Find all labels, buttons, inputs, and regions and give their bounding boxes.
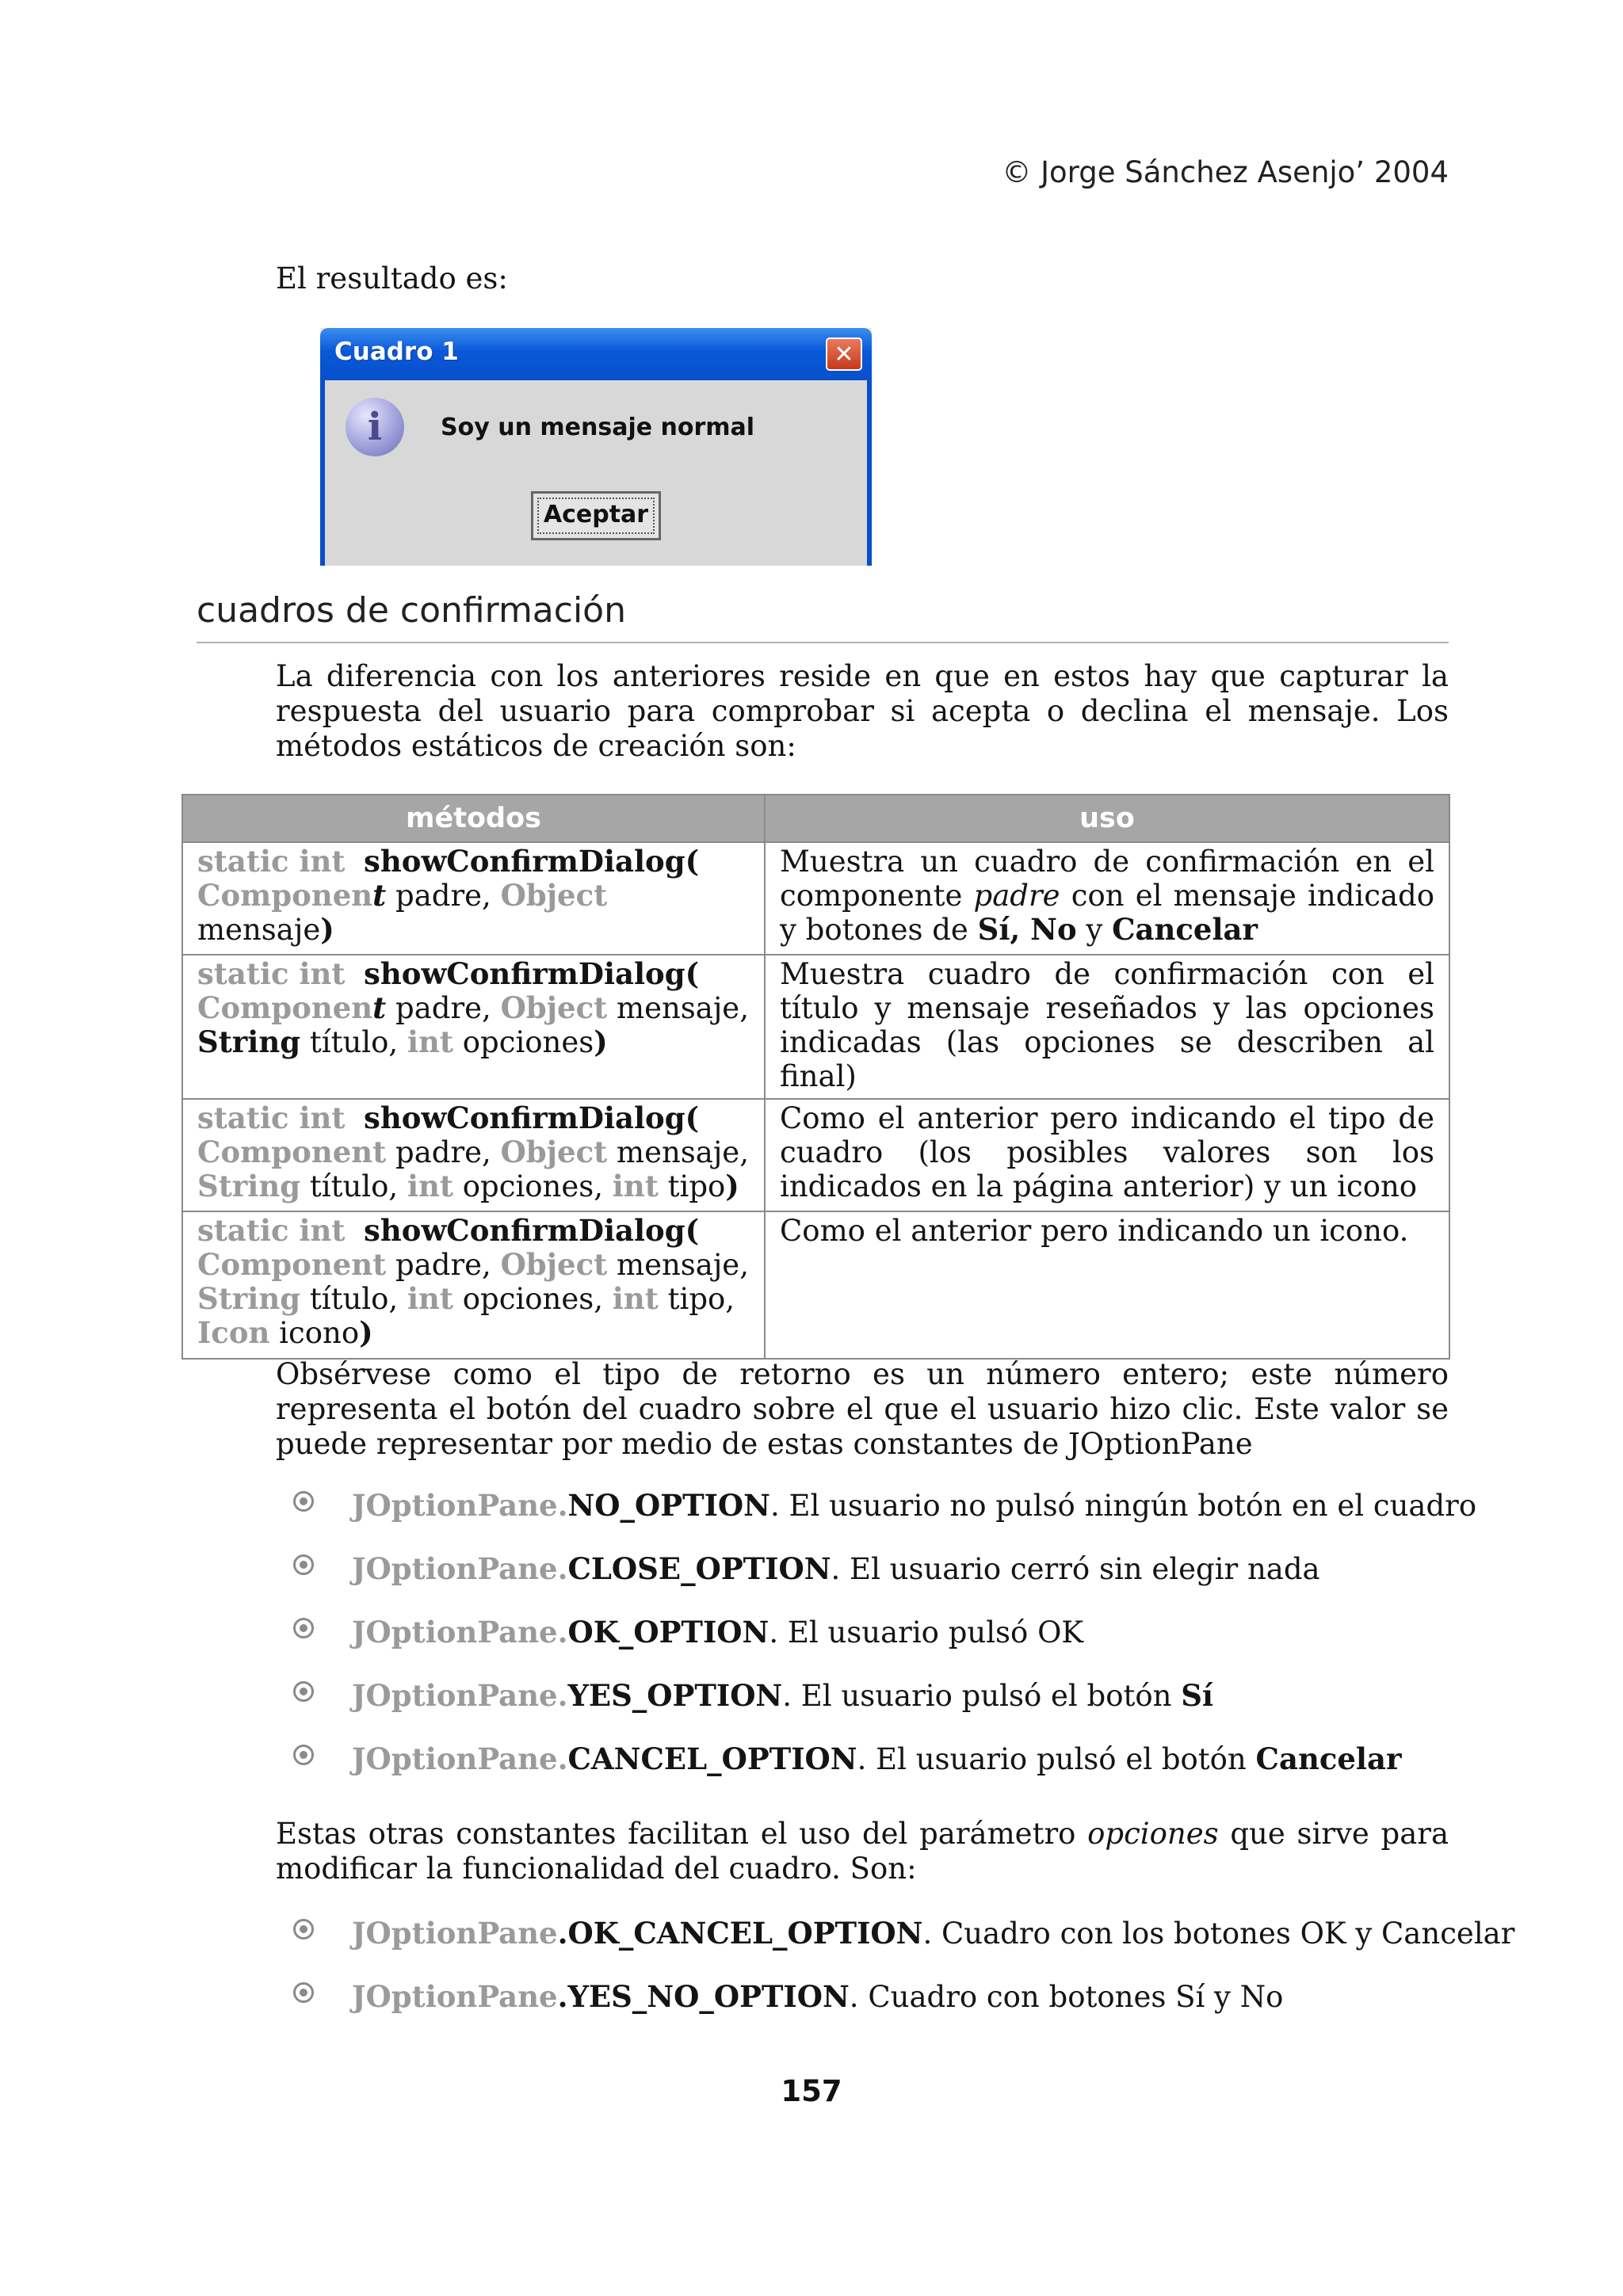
param-name: mensaje, bbox=[607, 1135, 749, 1169]
close-paren: ) bbox=[320, 912, 334, 947]
param-type: Object bbox=[500, 1247, 608, 1282]
option-constants-list bbox=[293, 1916, 1515, 2042]
param-type: Componen bbox=[197, 878, 373, 913]
bullet-icon bbox=[293, 1491, 314, 1512]
paragraph-3-text: Estas otras constantes facilitan el uso del parámetro bbox=[276, 1817, 1088, 1851]
param-type: Object bbox=[500, 1135, 608, 1169]
constant-prefix: JOptionPane bbox=[352, 1979, 558, 2014]
paragraph-3-italic: opciones bbox=[1087, 1817, 1219, 1851]
param-type: int bbox=[407, 1024, 453, 1059]
uso-bold: Sí, No bbox=[977, 912, 1077, 947]
list-item-text bbox=[352, 1979, 1283, 2015]
list-item-text bbox=[352, 1916, 1514, 1951]
constant-name: .YES_NO_OPTION bbox=[557, 1979, 850, 2014]
method-modifier: static int bbox=[197, 1100, 346, 1135]
bullet-icon bbox=[293, 1982, 314, 2003]
param-type: int bbox=[612, 1281, 659, 1316]
method-cell bbox=[182, 955, 765, 1099]
constant-desc: . El usuario no pulsó ningún botón en el cuadro bbox=[769, 1489, 1477, 1523]
list-item bbox=[293, 1979, 1482, 2042]
table-row bbox=[182, 842, 1449, 955]
uso-cell: Como el anterior pero indicando el tipo de cuadro (los posibles valores son los indicados en la página anterior) y un icono bbox=[765, 1099, 1449, 1211]
param-type: Icon bbox=[197, 1315, 270, 1350]
uso-cell: Como el anterior pero indicando un icono. bbox=[765, 1211, 1449, 1359]
close-icon[interactable]: ✕ bbox=[826, 338, 862, 371]
uso-text: Muestra un cuadro de confirmación en el componente bbox=[780, 845, 1434, 913]
constant-name: .OK_CANCEL_OPTION bbox=[557, 1916, 923, 1951]
dialog-title: Cuadro 1 bbox=[334, 338, 459, 366]
method-name: showConfirmDialog( bbox=[364, 1213, 700, 1248]
param-name: mensaje, bbox=[607, 991, 749, 1025]
method-cell bbox=[182, 1099, 765, 1211]
method-modifier: static int bbox=[197, 1213, 346, 1248]
param-name: opciones, bbox=[453, 1282, 613, 1316]
param-name: opciones, bbox=[453, 1169, 613, 1203]
param-name: icono bbox=[269, 1316, 360, 1350]
bullet-icon bbox=[293, 1745, 314, 1765]
param-name: título, bbox=[300, 1169, 407, 1203]
constant-desc: . Cuadro con los botones OK y Cancelar bbox=[922, 1917, 1515, 1951]
list-item-text bbox=[352, 1678, 1213, 1714]
uso-text: y bbox=[1076, 913, 1113, 947]
header-copyright: © Jorge Sánchez Asenjo’ 2004 bbox=[1002, 155, 1449, 189]
page-number: 157 bbox=[781, 2074, 842, 2108]
dialog-message: Soy un mensaje normal bbox=[441, 414, 755, 441]
constant-bold: Sí bbox=[1181, 1678, 1213, 1713]
param-type: Component bbox=[197, 1247, 387, 1282]
param-type: int bbox=[407, 1281, 453, 1316]
methods-table bbox=[181, 794, 1450, 1360]
table-row bbox=[182, 955, 1449, 1099]
param-name: título, bbox=[300, 1282, 407, 1316]
constant-desc: . El usuario cerró sin elegir nada bbox=[831, 1552, 1320, 1586]
param-name: padre, bbox=[386, 1135, 501, 1169]
bullet-icon bbox=[293, 1919, 314, 1939]
list-item-text bbox=[352, 1615, 1083, 1650]
uso-cell bbox=[765, 842, 1449, 955]
close-paren: ) bbox=[725, 1169, 739, 1203]
method-cell bbox=[182, 842, 765, 955]
header-metodos: métodos bbox=[182, 795, 765, 842]
param-type: Object bbox=[500, 878, 608, 913]
uso-bold: Cancelar bbox=[1112, 912, 1258, 947]
list-item bbox=[293, 1916, 1515, 1979]
param-name: mensaje bbox=[197, 913, 321, 947]
constant-name: NO_OPTION bbox=[567, 1488, 770, 1523]
list-item bbox=[293, 1615, 1482, 1678]
paragraph-3 bbox=[276, 1817, 1449, 1886]
constant-name: CLOSE_OPTION bbox=[567, 1551, 831, 1586]
section-title: cuadros de confirmación bbox=[197, 590, 626, 631]
constant-prefix: JOptionPane. bbox=[352, 1678, 568, 1713]
method-name: showConfirmDialog( bbox=[364, 1100, 700, 1135]
list-item-text bbox=[352, 1741, 1401, 1777]
close-paren: ) bbox=[359, 1315, 373, 1350]
constant-desc: . Cuadro con botones Sí y No bbox=[849, 1980, 1284, 2014]
list-item-text bbox=[352, 1551, 1320, 1587]
uso-text: con el mensaje indicado y botones de bbox=[780, 879, 1434, 947]
list-item bbox=[293, 1488, 1482, 1551]
paragraph-2: Obsérvese como el tipo de retorno es un número entero; este número representa el botón del cuadro sobre el que el usuario hizo clic. Este valor se puede representar por medio de estas constantes de JOptionPane bbox=[276, 1357, 1449, 1461]
param-name: opciones bbox=[453, 1025, 594, 1059]
constant-bold: Cancelar bbox=[1255, 1741, 1402, 1776]
constant-name: CANCEL_OPTION bbox=[567, 1741, 857, 1776]
param-name: tipo, bbox=[658, 1282, 735, 1316]
param-type: String bbox=[197, 1169, 301, 1203]
header-uso: uso bbox=[765, 795, 1449, 842]
param-type: Componen bbox=[197, 990, 373, 1025]
table-row bbox=[182, 1099, 1449, 1211]
param-name: padre, bbox=[386, 1248, 501, 1282]
list-item bbox=[293, 1551, 1482, 1615]
param-type-tail: t bbox=[372, 990, 387, 1025]
dialog-screenshot bbox=[320, 328, 872, 566]
uso-italic: padre bbox=[973, 879, 1060, 913]
dialog-titlebar bbox=[320, 328, 872, 380]
param-name: padre, bbox=[386, 879, 501, 913]
param-name: título, bbox=[300, 1025, 407, 1059]
param-type: int bbox=[407, 1169, 453, 1203]
dialog-body bbox=[320, 380, 872, 566]
list-item-text bbox=[352, 1488, 1476, 1524]
constant-prefix: JOptionPane. bbox=[352, 1488, 568, 1523]
constant-prefix: JOptionPane bbox=[352, 1916, 558, 1951]
table-header-row bbox=[182, 795, 1449, 842]
param-type: Component bbox=[197, 1135, 387, 1169]
section-divider bbox=[197, 642, 1449, 643]
method-name: showConfirmDialog( bbox=[364, 956, 700, 991]
aceptar-button[interactable]: Aceptar bbox=[531, 491, 661, 540]
constant-prefix: JOptionPane. bbox=[352, 1615, 568, 1650]
constant-desc: . El usuario pulsó el botón bbox=[782, 1679, 1182, 1713]
param-type: int bbox=[612, 1169, 659, 1203]
close-paren: ) bbox=[594, 1024, 608, 1059]
param-name: mensaje, bbox=[607, 1248, 749, 1282]
info-icon: i bbox=[346, 398, 404, 456]
constant-desc: . El usuario pulsó el botón bbox=[857, 1742, 1256, 1776]
param-type: String bbox=[197, 1024, 301, 1059]
param-name: padre, bbox=[386, 991, 501, 1025]
paragraph-3-text: que sirve para modificar la funcionalidad del cuadro. Son: bbox=[276, 1817, 1449, 1886]
constant-desc: . El usuario pulsó OK bbox=[769, 1615, 1084, 1650]
paragraph-1: La diferencia con los anteriores reside en que en estos hay que capturar la respuesta del usuario para comprobar si acepta o declina el mensaje. Los métodos estáticos de creación son: bbox=[276, 659, 1449, 763]
bullet-icon bbox=[293, 1681, 314, 1702]
param-type: Object bbox=[500, 990, 608, 1025]
table-row bbox=[182, 1211, 1449, 1359]
param-name: tipo bbox=[658, 1169, 726, 1203]
param-type: String bbox=[197, 1281, 301, 1316]
method-modifier: static int bbox=[197, 956, 346, 991]
method-cell bbox=[182, 1211, 765, 1359]
intro-text: El resultado es: bbox=[276, 261, 508, 296]
constant-name: YES_OPTION bbox=[567, 1678, 783, 1713]
method-modifier: static int bbox=[197, 844, 346, 879]
list-item bbox=[293, 1741, 1482, 1805]
param-type-tail: t bbox=[372, 878, 387, 913]
constant-prefix: JOptionPane. bbox=[352, 1741, 568, 1776]
constant-name: OK_OPTION bbox=[567, 1615, 769, 1650]
uso-cell: Muestra cuadro de confirmación con el título y mensaje reseñados y las opciones indicadas (las opciones se describen al final) bbox=[765, 955, 1449, 1099]
method-name: showConfirmDialog( bbox=[364, 844, 700, 879]
bullet-icon bbox=[293, 1554, 314, 1575]
constant-prefix: JOptionPane. bbox=[352, 1551, 568, 1586]
return-constants-list bbox=[293, 1488, 1482, 1805]
list-item bbox=[293, 1678, 1482, 1741]
bullet-icon bbox=[293, 1618, 314, 1638]
